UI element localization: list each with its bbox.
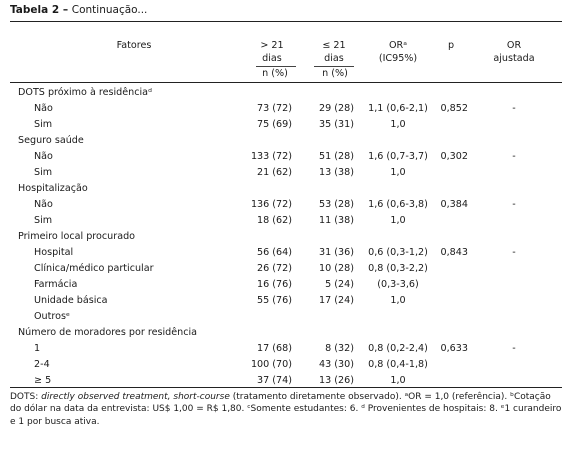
cell-le21: 13 (26): [319, 375, 354, 386]
cell-gt21: 100 (70): [250, 359, 292, 370]
header-gt21-line2: dias: [262, 53, 282, 64]
header-n-pct-gt21: n (%): [262, 68, 288, 79]
cell-le21: 13 (38): [319, 167, 354, 178]
cell-gt21: 75 (69): [257, 119, 292, 130]
group-label: Número de moradores por residência: [18, 327, 198, 338]
cell-or-ic95: 0,8 (0,4-1,8): [368, 359, 428, 370]
cell-or-ic95: 1,0: [390, 167, 406, 178]
cell-le21: 53 (28): [319, 199, 354, 210]
cell-or-ic95: 0,8 (0,3-2,2): [368, 263, 428, 274]
group-label: Primeiro local procurado: [18, 231, 136, 242]
row-label: Sim: [34, 215, 53, 226]
row-label: 1: [34, 343, 41, 354]
row-label: Sim: [34, 119, 53, 130]
cell-le21: 17 (24): [319, 295, 354, 306]
cell-le21: 5 (24): [325, 279, 354, 290]
cell-le21: 31 (36): [319, 247, 354, 258]
header-or-ajustada-line1: OR: [506, 40, 522, 51]
cell-gt21: 136 (72): [250, 199, 292, 210]
cell-gt21: 73 (72): [257, 103, 292, 114]
cell-le21: 51 (28): [319, 151, 354, 162]
row-label: Não: [34, 103, 53, 114]
cell-or-ajustada: -: [512, 151, 516, 162]
cell-or-ic95: 1,6 (0,7-3,7): [368, 151, 428, 162]
header-gt21-line1: > 21: [260, 40, 284, 51]
header-gt21-underline: [256, 66, 296, 67]
row-label: 2-4: [34, 359, 50, 370]
header-le21-line1: ≤ 21: [322, 40, 346, 51]
cell-gt21: 21 (62): [257, 167, 292, 178]
cell-gt21: 55 (76): [257, 295, 292, 306]
cell-le21: 43 (30): [319, 359, 354, 370]
footnote-prefix: DOTS:: [10, 392, 42, 402]
header-n-pct-le21: n (%): [322, 68, 348, 79]
header-fatores: Fatores: [116, 40, 152, 51]
top-rule: [10, 21, 562, 22]
cell-p-value: 0,633: [440, 343, 468, 354]
row-label: Não: [34, 151, 53, 162]
title-continuation: Continuação...: [71, 4, 148, 16]
header-p: p: [447, 40, 455, 51]
cell-p-value: 0,852: [440, 103, 468, 114]
cell-p-value: 0,302: [440, 151, 468, 162]
row-label: Hospital: [34, 247, 74, 258]
cell-or-ic95: 1,1 (0,6-2,1): [368, 103, 428, 114]
row-label: Não: [34, 199, 53, 210]
cell-gt21: 37 (74): [257, 375, 292, 386]
row-label: Unidade básica: [34, 295, 108, 306]
row-label: Outrosᵉ: [34, 311, 70, 322]
cell-p-value: 0,384: [440, 199, 468, 210]
cell-or-ic95: 1,0: [390, 295, 406, 306]
header-le21-underline: [314, 66, 354, 67]
cell-or-ic95: 1,6 (0,6-3,8): [368, 199, 428, 210]
cell-le21: 11 (38): [319, 215, 354, 226]
cell-gt21: 26 (72): [257, 263, 292, 274]
cell-gt21: 17 (68): [257, 343, 292, 354]
cell-or-ic95: 0,8 (0,2-2,4): [368, 343, 428, 354]
title-dash: –: [59, 4, 72, 16]
header-or-line1: ORᵃ: [389, 40, 407, 51]
row-label: Sim: [34, 167, 53, 178]
table-label: Tabela 2: [10, 4, 60, 16]
cell-or-ajustada: -: [512, 199, 516, 210]
cell-or-ic95: 1,0: [390, 119, 406, 130]
cell-or-ic95: 0,6 (0,3-1,2): [368, 247, 428, 258]
cell-or-ic95: 1,0: [390, 215, 406, 226]
row-label: Farmácia: [34, 279, 78, 290]
cell-gt21: 133 (72): [250, 151, 292, 162]
row-label: Clínica/médico particular: [34, 263, 154, 274]
cell-gt21: 18 (62): [257, 215, 292, 226]
cell-gt21: 16 (76): [257, 279, 292, 290]
footnote-text: (tratamento diretamente observado). ᵃOR = 1,0 (referência). ᵇCotação do dólar na data da entrevista: US$ 1,00 = R$ 1,80. ᶜSomente estudantes: 6. ᵈ Provenientes de hospitais: 8. ᵉ1 curandeiro e 1 por busca ativa.: [10, 392, 562, 427]
table-title: [10, 4, 147, 16]
cell-gt21: 56 (64): [257, 247, 292, 258]
cell-le21: 8 (32): [325, 343, 354, 354]
header-le21-line2: dias: [324, 53, 344, 64]
cell-le21: 10 (28): [319, 263, 354, 274]
cell-or-ajustada: -: [512, 343, 516, 354]
group-label: Hospitalização: [18, 183, 88, 194]
cell-or-ajustada: -: [512, 103, 516, 114]
header-or-ajustada-line2: ajustada: [493, 53, 535, 64]
cell-p-value: 0,843: [440, 247, 468, 258]
group-label: Seguro saúde: [18, 135, 84, 146]
table-footnote: [10, 391, 562, 428]
cell-le21: 35 (31): [319, 119, 354, 130]
cell-or-ajustada: -: [512, 247, 516, 258]
group-label: DOTS próximo à residênciaᵈ: [18, 87, 152, 98]
cell-le21: 29 (28): [319, 103, 354, 114]
cell-or-ic95: (0,3-3,6): [377, 279, 419, 290]
bottom-rule: [10, 387, 562, 388]
row-label: ≥ 5: [34, 375, 52, 386]
header-or-line2: (IC95%): [378, 53, 418, 64]
header-rule: [10, 82, 562, 83]
cell-or-ic95: 1,0: [390, 375, 406, 386]
footnote-italic: directly observed treatment, short-course: [41, 392, 230, 402]
